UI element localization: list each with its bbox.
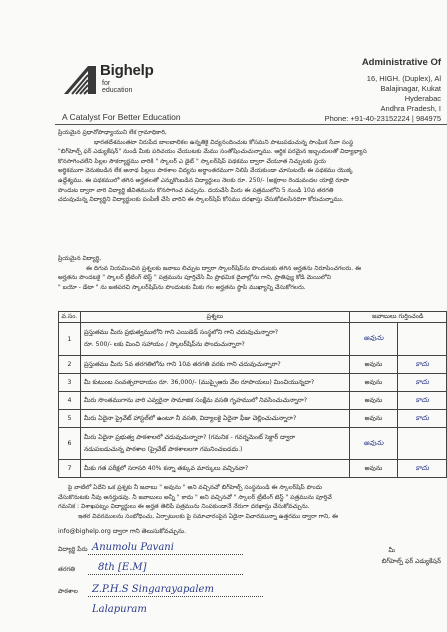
student-intro-line: " బయో - డేటా " ను జతపరచి స్కాలర్‌షిప్‌ను పొందుటకు మీకు గల అర్హతను స్థాపి ముఖ్యాన్ని చేసుకోగలరు. bbox=[58, 283, 306, 291]
student-intro-line: ప్రియమైన విద్యార్థి, bbox=[58, 255, 102, 262]
address-line: Andhra Pradesh, I bbox=[380, 104, 441, 113]
intro-line: కొనసాగించలేని పిల్లల సౌకర్యార్థము వారికి " స్కాలర్ ఎ డైట్ " స్కాలర్‌షిప్ పథకము ద్వారా చేయూత నిచ్చుటకు ప్రయ bbox=[58, 157, 326, 165]
question-text: మీరు సొంతముగాను వారి ఎవ్వరైనా సామాజిక సంక్షేమ వసతి గృహములో నివసించుచున్నారా? bbox=[80, 392, 349, 410]
answer-option-yes[interactable]: అవును bbox=[349, 374, 398, 392]
handwritten-answer: కాదు bbox=[415, 377, 429, 386]
address-line: Hyderabac bbox=[404, 94, 441, 103]
row-number: 5 bbox=[59, 410, 81, 428]
table-header-row bbox=[59, 312, 447, 323]
handwritten-answer: కాదు bbox=[415, 463, 429, 472]
student-intro-line: అర్హతను పొందటకై " స్కాలర్ ట్రీటింగ్ టెస్ట్ " పత్రమును పూర్తిచేసి మీ ప్రాథమిక దైవాల్లోను గాని, ప్రాతిఫ్యు కోడి మెయిలోని bbox=[58, 274, 331, 282]
brand-name: Bighelp bbox=[100, 62, 154, 79]
school-place-field[interactable]: Lalapuram bbox=[92, 604, 147, 615]
closing-line: చేసుకొనుటకు నీవు అనర్హుడవు. నీ జవాబులు అన్నీ " కాదు " అని వచ్చినచో " స్కాలర్ ట్రీటింగ్ టెస్ట్ " పత్రమును పూర్తిచే bbox=[58, 493, 332, 501]
intro-paragraph bbox=[58, 128, 441, 205]
question-cell bbox=[80, 323, 349, 356]
answer-option-yes[interactable] bbox=[349, 323, 398, 356]
school-field[interactable]: Z.P.H.S Singarayapalem bbox=[92, 584, 214, 595]
brand-subtitle: for education bbox=[102, 80, 133, 94]
handwritten-answer: అవును bbox=[363, 334, 384, 342]
row-number: 1 bbox=[59, 323, 81, 356]
answer-option-no[interactable] bbox=[398, 460, 447, 478]
school-label: పాఠశాల bbox=[58, 588, 78, 595]
closing-paragraph bbox=[58, 483, 441, 521]
answer-option-yes[interactable] bbox=[349, 428, 398, 460]
column-header-questions: ప్రశ్నలు bbox=[80, 312, 349, 323]
office-phone: Phone: +91-40-23152224 | 984975 bbox=[324, 114, 441, 123]
answer-option-no[interactable] bbox=[398, 374, 447, 392]
table-row bbox=[59, 323, 447, 356]
student-intro-paragraph bbox=[58, 254, 441, 292]
address-line: Balajinagar, Kukat bbox=[380, 84, 441, 93]
closing-line: ఇతర వివరములను సంబోధించు, ఏర్పాటులకు పై సమాచారంపైన ఏదైనా విచారమున్నా ఉత్తరము ద్వారా గాని, ఈ bbox=[78, 512, 338, 520]
closing-line: పై వాటిలో ఏదేని ఒక ప్రశ్నకు నీ జవాబు " అవును " అని వచ్చినచో బిగ్‌హెల్ప్ సంస్థనుండి ఈ స్కాలర్‌షిప్ పొందు bbox=[68, 484, 323, 491]
question-text: మీ కుటుంబ సంవత్సరాదాయం రూ. 36,000/- (ముప్పైఆరు వేల రూపాయలు) మించియున్నదా? bbox=[80, 374, 349, 392]
eligibility-questions-table bbox=[58, 311, 447, 478]
answer-option-no[interactable] bbox=[398, 356, 447, 374]
address-line: 16, HIGH. (Duplex), Al bbox=[366, 74, 441, 83]
question-text: నడుపబడుచున్న పాఠశాల (ప్రైవేట్ పాఠశాలలగా గమనించబడదు.) bbox=[83, 445, 243, 453]
intro-line: చదువుచున్న విద్యార్థిని విద్యార్థులకు పంపిణీ చేసి వారిని ఈ స్కాలర్‌షిప్ కోసము దరఖాస్తు చేసుకోవలసినదిగా కోరుచున్నాము. bbox=[58, 196, 344, 204]
question-text: రూ. 500/- లకు మించి సహాయం / స్కాలర్‌షిప్‌ను పొందుచున్నారా? bbox=[83, 341, 245, 348]
column-header-number: వ.సం. bbox=[59, 312, 81, 323]
student-name-field[interactable]: Anumolu Pavani bbox=[92, 542, 174, 553]
intro-line: భారతదేశమంతటా నిరుపేద బాలబాలికల ఉన్నతికై విద్యనందించుట కోసమని పాటుపడుచున్న సాంఘిక సేవా సంస్థ bbox=[94, 138, 354, 146]
answer-option-yes[interactable]: అవును bbox=[349, 410, 398, 428]
handwritten-answer: కాదు bbox=[415, 359, 429, 368]
office-address bbox=[362, 58, 441, 114]
school-underline bbox=[88, 596, 263, 597]
handwritten-answer: కాదు bbox=[415, 395, 429, 404]
signoff-line: మీ bbox=[388, 547, 395, 554]
office-title: Administrative Of bbox=[361, 57, 441, 68]
row-number: 6 bbox=[59, 428, 81, 460]
student-name-label: విద్యార్థి పేరు bbox=[58, 546, 88, 553]
question-text: మీరు ఏదైనా ప్రైవేట్ హాస్టల్‌లో ఉంటూ నీ వసతి, విద్యాలకై ఏదైనా ఫీజు చెల్లించుచున్నారా? bbox=[80, 410, 349, 428]
answer-option-yes[interactable]: అవును bbox=[349, 356, 398, 374]
table-row bbox=[59, 392, 447, 410]
class-label: తరగతి bbox=[58, 566, 75, 573]
closing-line: గమనిక : విశాఖపట్నం విద్యార్థులు ఈ అర్హత తెలిపే పత్రమును నింపకుండానే నేరుగా దరఖాస్తు చేసుకోవచ్చును. bbox=[58, 503, 310, 511]
intro-line: ఉద్దేశ్యము. ఈ పథకములో తగిన అర్హతలతో ఎన్నుకొంబడిన విద్యార్థులు నెలకు రూ. 250/- (అక్షరాల రెండువందల యాభై రూపా bbox=[58, 176, 349, 184]
question-cell bbox=[80, 428, 349, 460]
answer-option-no[interactable] bbox=[398, 428, 447, 460]
table-row bbox=[59, 428, 447, 460]
handwritten-answer: అవును bbox=[363, 438, 384, 447]
answer-option-no[interactable] bbox=[398, 323, 447, 356]
table-row bbox=[59, 410, 447, 428]
bighelp-logo bbox=[62, 62, 154, 106]
row-number: 7 bbox=[59, 460, 81, 478]
bighelp-logo-mark-icon bbox=[62, 62, 100, 96]
row-number: 3 bbox=[59, 374, 81, 392]
answer-option-no[interactable] bbox=[398, 392, 447, 410]
answer-option-yes[interactable]: అవును bbox=[349, 392, 398, 410]
student-name-underline bbox=[88, 554, 243, 555]
student-intro-line: ఈ దిగువ నియమించిన ప్రశ్నలకు జవాబు లిచ్చుట ద్వారా స్కాలర్‌షిప్‌ను పొందుటకు తగిన అర్హతను నిరూపించగలరు. ఈ bbox=[86, 264, 362, 272]
column-header-answers: జవాబులు గుర్తించండి bbox=[349, 312, 446, 323]
tagline: A Catalyst For Better Education bbox=[62, 112, 181, 122]
question-text: మీకు గత పరీక్షలో సరాసరి 40% కన్నా తక్కువ మార్కులు వచ్చినవా? bbox=[80, 460, 349, 478]
signoff-organization: బిగ్‌హెల్ప్ ఫర్ ఎడ్యుకేషన్ bbox=[381, 558, 441, 565]
answer-option-no[interactable] bbox=[398, 410, 447, 428]
class-underline bbox=[88, 574, 243, 575]
header-divider bbox=[55, 124, 447, 125]
intro-line: "బిగ్‌హెల్ప్ ఫర్ ఎడ్యుకేషన్" నుండి మీకు పరిచయం చేయుటకు మేము సంతోషించుచున్నాము. ఆర్థిక పరమైన ఇబ్బందులతో విద్యాభ్యాస bbox=[58, 148, 367, 156]
table-row bbox=[59, 356, 447, 374]
question-text: ప్రస్తుతము మీరు 5వ తరగతిలోను గాని 10వ తరగతి వరకు గాని చదువుచున్నారా? bbox=[80, 356, 349, 374]
intro-line: ప్రియమైన ప్రధానోపాధ్యాయుని లేక గ్రామాధికారి, bbox=[58, 129, 167, 136]
handwritten-answer: కాదు bbox=[415, 413, 429, 422]
row-number: 4 bbox=[59, 392, 81, 410]
intro-line: అర్థికముగా వెనుకబడిన లేక అనాథ పిల్లలు పాఠశాల విద్యను అర్థాంతరముగా నిలిపి వేయకుండా చూసుటయే ఈ పథకము యొక్క bbox=[58, 167, 354, 175]
question-text: మీరు ఏదైనా ప్రభుత్వ పాఠశాలలో చదువుచున్నారా? (గమనిక - గవర్నమెంట్ సెక్టార్ ద్వారా bbox=[83, 433, 296, 441]
table-row bbox=[59, 374, 447, 392]
class-field[interactable]: 8th [E.M] bbox=[98, 562, 147, 573]
row-number: 2 bbox=[59, 356, 81, 374]
table-row bbox=[59, 460, 447, 478]
question-text: ప్రస్తుతము మీరు ప్రభుత్వములోని గాని ఎయిడెడ్ సంస్థలోని గాని చదువుచున్నారా? bbox=[83, 329, 279, 336]
contact-email-line: info@bighelp.org ద్వారా గాని తెలుసుకోవచ్చును. bbox=[58, 528, 187, 535]
intro-line: పొందుట ద్వారా వారి విద్యార్థి జీవితమును కొనసాగించ వచ్చును. దయచేసి మీరు ఈ పత్రములోని 5 నుండి 10వ తరగతి bbox=[58, 186, 334, 194]
answer-option-yes[interactable]: అవును bbox=[349, 460, 398, 478]
